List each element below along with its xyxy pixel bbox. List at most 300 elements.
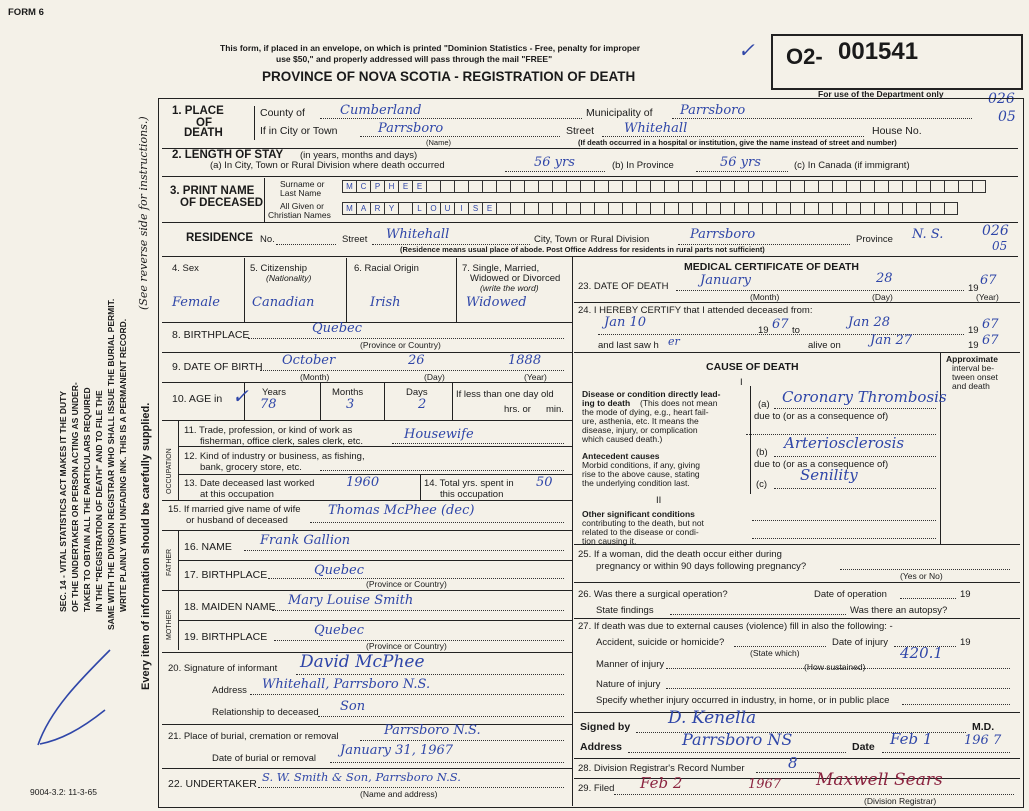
given-name-cell xyxy=(622,202,636,215)
division-record-number: 8 xyxy=(788,754,798,772)
place-label-1: 1. PLACE xyxy=(172,105,224,117)
given-name-cell xyxy=(678,202,692,215)
footer-code: 9004-3.2: 11-3-65 xyxy=(30,787,97,797)
registrar-note: (Division Registrar) xyxy=(864,796,937,806)
alive-on: Jan 27 xyxy=(870,333,913,348)
operation-year-prefix: 19 xyxy=(960,589,971,600)
cause-title: CAUSE OF DEATH xyxy=(706,361,799,373)
direct-cause-2b: (This does not mean xyxy=(640,398,718,408)
given-name-cell xyxy=(790,202,804,215)
supply-note: Every item of information should be carefully supplied. xyxy=(140,402,152,690)
residence-street-label: Street xyxy=(342,234,368,245)
months-value: 3 xyxy=(346,397,355,412)
cause-a: Coronary Thrombosis xyxy=(782,388,947,406)
surname-cell xyxy=(860,180,874,193)
place-label-2: OF xyxy=(196,117,212,129)
roman-two: II xyxy=(656,495,662,506)
attended-from: Jan 10 xyxy=(604,315,647,330)
alive-year-prefix: 19 xyxy=(968,340,979,351)
surname-cell xyxy=(468,180,482,193)
statute-line-4: IN THE "REGISTRATION OF DEATH" AND TO FILE THE xyxy=(94,390,104,612)
burial-date: January 31, 1967 xyxy=(340,743,454,758)
sex-value: Female xyxy=(172,295,220,310)
envelope-note-1: This form, if placed in an envelope, on which is printed "Dominion Statistics - Free, penalty for improper xyxy=(220,43,641,53)
county-value: Cumberland xyxy=(340,103,422,118)
other-conditions-1: Other significant conditions xyxy=(582,509,695,519)
operation-date-label: Date of operation xyxy=(814,589,887,600)
woman-label-1: 25. If a woman, did the death occur either during xyxy=(578,549,782,560)
spouse-label-1: 15. If married give name of wife xyxy=(168,504,301,515)
less-than-day-label: If less than one day old xyxy=(456,389,554,400)
death-day-note: (Day) xyxy=(872,292,893,302)
dob-label: 9. DATE OF BIRTH xyxy=(172,361,263,373)
given-name-cell: M xyxy=(342,202,356,215)
surname-cell xyxy=(776,180,790,193)
burial-place-label: 21. Place of burial, cremation or removal xyxy=(168,731,339,742)
residence-code: 026 xyxy=(982,223,1009,239)
signed-date-year: 196 7 xyxy=(964,733,1002,748)
lastsaw-pronoun: er xyxy=(668,335,680,348)
trade-label-1: 11. Trade, profession, or kind of work as xyxy=(184,425,353,436)
given-label-1: All Given or xyxy=(280,201,324,211)
given-name-cell xyxy=(902,202,916,215)
surname-cell xyxy=(454,180,468,193)
undertaker-label: 22. UNDERTAKER xyxy=(168,778,257,790)
total-label-2: this occupation xyxy=(440,489,504,500)
surname-cell xyxy=(524,180,538,193)
street-label: Street xyxy=(566,125,595,137)
residence-street: Whitehall xyxy=(386,227,450,242)
dept-use-label: For use of the Department only xyxy=(818,89,944,99)
how-sustained-note: (How sustained) xyxy=(804,662,866,672)
given-name-cell xyxy=(762,202,776,215)
mother-birthplace: Quebec xyxy=(314,623,365,638)
surname-cell xyxy=(678,180,692,193)
division-record-label: 28. Division Registrar's Record Number xyxy=(578,763,745,774)
medical-title: MEDICAL CERTIFICATE OF DEATH xyxy=(684,261,859,273)
surname-cell xyxy=(496,180,510,193)
injury-year-prefix: 19 xyxy=(960,637,971,648)
signed-date-label: Date xyxy=(852,741,875,753)
worked-label-2: at this occupation xyxy=(200,489,274,500)
surname-cell xyxy=(944,180,958,193)
statute-line-5: SAME WITH THE DIVISION REGISTRAR WHO SHALL ISSUE THE BURIAL PERMIT. xyxy=(106,298,116,630)
injury-date-label: Date of injury xyxy=(832,637,888,648)
marital-label-2: Widowed or Divorced xyxy=(470,273,561,284)
to-year-prefix: 19 xyxy=(968,325,979,336)
mother-maiden: Mary Louise Smith xyxy=(288,593,414,608)
residence-city-label: City, Town or Rural Division xyxy=(534,234,650,245)
interval-label-1: Approximate xyxy=(946,354,998,364)
street-value: Whitehall xyxy=(624,121,688,136)
surname-label-2: Last Name xyxy=(280,188,322,198)
dob-month-note: (Month) xyxy=(300,372,330,382)
other-conditions-2: contributing to the death, but not xyxy=(582,518,704,528)
given-name-cell xyxy=(804,202,818,215)
father-birthplace-label: 17. BIRTHPLACE xyxy=(184,569,268,581)
surname-cell xyxy=(720,180,734,193)
municipality-label: Municipality of xyxy=(586,107,653,119)
city-label: If in City or Town xyxy=(260,125,338,137)
direct-cause-5: disease, injury, or complication xyxy=(582,425,698,435)
given-name-cell: U xyxy=(440,202,454,215)
mother-birthplace-label: 19. BIRTHPLACE xyxy=(184,631,268,643)
death-date-label: 23. DATE OF DEATH xyxy=(578,281,669,292)
surname-cell xyxy=(916,180,930,193)
surname-cell xyxy=(552,180,566,193)
informant-address: Whitehall, Parrsboro N.S. xyxy=(262,677,431,692)
residence-label: RESIDENCE xyxy=(186,232,254,244)
given-name-cell: Y xyxy=(384,202,398,215)
given-name-cell xyxy=(566,202,580,215)
antecedent-3: rise to the above cause, stating xyxy=(582,469,700,479)
stay-c-label: (c) In Canada (if immigrant) xyxy=(794,160,910,171)
md-label: M.D. xyxy=(972,721,995,733)
father-name: Frank Gallion xyxy=(260,533,351,548)
given-name-cell xyxy=(664,202,678,215)
filed-date: Feb 2 xyxy=(640,774,683,792)
surname-cell xyxy=(972,180,986,193)
certify-label: 24. I HEREBY CERTIFY that I attended deceased from: xyxy=(578,305,813,316)
spouse-value: Thomas McPhee (dec) xyxy=(328,503,475,518)
physician-address-label: Address xyxy=(580,741,623,753)
manner-code: 420.1 xyxy=(900,644,943,662)
citizenship-note: (Nationality) xyxy=(266,273,312,283)
surname-cell xyxy=(664,180,678,193)
other-conditions-4: tion causing it. xyxy=(582,536,637,546)
death-year-prefix: 19 xyxy=(968,283,979,294)
specify-label: Specify whether injury occurred in industry, in home, or in public place xyxy=(596,695,890,706)
given-name-cell xyxy=(874,202,888,215)
reg-prefix: O2- xyxy=(786,44,823,69)
marital-label-3: (write the word) xyxy=(480,283,539,293)
surname-cell: E xyxy=(412,180,426,193)
attended-to-year: 67 xyxy=(982,317,999,332)
marital-label-1: 7. Single, Married, xyxy=(462,263,540,274)
signed-by-label: Signed by xyxy=(580,721,631,733)
father-birthplace: Quebec xyxy=(314,563,365,578)
given-name-cell: S xyxy=(468,202,482,215)
surname-label-1: Surname or xyxy=(280,179,325,189)
due-to-a: due to (or as a consequence of) xyxy=(754,411,889,422)
total-value: 50 xyxy=(536,475,553,490)
stay-note: (in years, months and days) xyxy=(300,150,418,161)
antecedent-4: the underlying condition last. xyxy=(582,478,690,488)
death-month-note: (Month) xyxy=(750,292,780,302)
given-name-cell xyxy=(734,202,748,215)
surname-cell xyxy=(958,180,972,193)
birthplace-label: 8. BIRTHPLACE xyxy=(172,329,250,341)
antecedent-1: Antecedent causes xyxy=(582,451,660,461)
dob-day-note: (Day) xyxy=(424,372,445,382)
mother-maiden-label: 18. MAIDEN NAME xyxy=(184,601,276,613)
county-label: County of xyxy=(260,107,305,119)
given-name-cell: O xyxy=(426,202,440,215)
surname-cell xyxy=(790,180,804,193)
citizenship-label: 5. Citizenship xyxy=(250,263,308,274)
alive-label: alive on xyxy=(808,340,841,351)
spouse-label-2: or husband of deceased xyxy=(186,515,288,526)
stay-b-label: (b) In Province xyxy=(612,160,674,171)
interval-label-2: interval be- xyxy=(952,363,995,373)
interval-label-4: and death xyxy=(952,381,990,391)
given-name-cell xyxy=(846,202,860,215)
from-year-prefix: 19 xyxy=(758,325,769,336)
worked-value: 1960 xyxy=(346,475,380,490)
informant-address-label: Address xyxy=(212,685,247,696)
total-label-1: 14. Total yrs. spent in xyxy=(424,478,514,489)
registrar-signature: Maxwell Sears xyxy=(816,770,943,790)
attended-to: Jan 28 xyxy=(848,315,891,330)
given-name-cell xyxy=(538,202,552,215)
surname-cell xyxy=(650,180,664,193)
surname-cell xyxy=(692,180,706,193)
woman-label-2: pregnancy or within 90 days following pregnancy? xyxy=(596,561,807,572)
given-name-cell xyxy=(692,202,706,215)
birthplace-note: (Province or Country) xyxy=(360,340,441,350)
statute-line-2: OF THE UNDERTAKER OR PERSON ACTING AS UNDER- xyxy=(70,382,80,612)
mother-birthplace-note: (Province or Country) xyxy=(366,641,447,651)
residence-province: N. S. xyxy=(912,227,944,242)
surname-cell xyxy=(888,180,902,193)
autopsy-label: Was there an autopsy? xyxy=(850,605,948,616)
dept-code-1: 026 xyxy=(988,91,1015,107)
manner-label: Manner of injury xyxy=(596,659,665,670)
surname-cell xyxy=(832,180,846,193)
place-label-3: DEATH xyxy=(184,127,223,139)
birthplace-value: Quebec xyxy=(312,321,363,336)
alive-year: 67 xyxy=(982,333,999,348)
signed-date: Feb 1 xyxy=(890,730,933,748)
given-name-cell xyxy=(748,202,762,215)
accident-label: Accident, suicide or homicide? xyxy=(596,637,725,648)
dob-day: 26 xyxy=(408,353,425,368)
days-label: Days xyxy=(406,387,428,398)
due-to-b: due to (or as a consequence of) xyxy=(754,459,889,470)
age-label: 10. AGE in xyxy=(172,393,223,405)
surname-cell xyxy=(622,180,636,193)
surname-cell xyxy=(706,180,720,193)
surname-cell xyxy=(482,180,496,193)
statute-line-6: WRITE PLAINLY WITH UNFADING INK. THIS IS A PERMANENT RECORD. xyxy=(118,318,128,612)
min-label: min. xyxy=(546,404,564,415)
residence-province-label: Province xyxy=(856,234,893,245)
name-label-2: OF DECEASED xyxy=(180,197,264,209)
signed-by-value: D. Kenella xyxy=(668,708,757,728)
given-name-cell xyxy=(832,202,846,215)
cause-b-label: (b) xyxy=(756,447,768,458)
trade-value: Housewife xyxy=(404,427,474,442)
surname-cell: C xyxy=(356,180,370,193)
given-name-cell xyxy=(930,202,944,215)
lastsaw-label: and last saw h xyxy=(598,340,659,351)
house-label: House No. xyxy=(872,125,922,137)
dob-year-note: (Year) xyxy=(524,372,547,382)
father-birthplace-note: (Province or Country) xyxy=(366,579,447,589)
direct-cause-3: the mode of dying, e.g., heart fail- xyxy=(582,407,709,417)
given-name-cell xyxy=(706,202,720,215)
occupation-side-label: OCCUPATION xyxy=(166,448,173,494)
trade-label-2: fisherman, office clerk, sales clerk, etc. xyxy=(200,436,363,447)
years-label: Years xyxy=(262,387,286,398)
reg-number: 001541 xyxy=(838,38,919,65)
surname-cell xyxy=(510,180,524,193)
envelope-note-2: use $50," and properly addressed will pass through the mail "FREE" xyxy=(276,54,553,64)
interval-label-3: tween onset xyxy=(952,372,998,382)
to-label: to xyxy=(792,325,800,336)
surname-cell xyxy=(734,180,748,193)
state-findings-label: State findings xyxy=(596,605,654,616)
death-day: 28 xyxy=(876,271,893,286)
filed-label: 29. Filed xyxy=(578,783,615,794)
surname-cell: H xyxy=(384,180,398,193)
undertaker-note: (Name and address) xyxy=(360,789,438,799)
given-name-cell xyxy=(496,202,510,215)
surname-cell: E xyxy=(398,180,412,193)
sex-label: 4. Sex xyxy=(172,263,199,274)
age-check-mark: ✓ xyxy=(232,384,249,408)
worked-label-1: 13. Date deceased last worked xyxy=(184,478,315,489)
hospital-note: (If death occurred in a hospital or institution, give the name instead of street and number) xyxy=(578,138,897,147)
relationship-label: Relationship to deceased xyxy=(212,707,319,718)
racial-value: Irish xyxy=(370,295,401,310)
given-name-cell: E xyxy=(482,202,496,215)
industry-label-1: 12. Kind of industry or business, as fishing, xyxy=(184,451,365,462)
surname-cell xyxy=(874,180,888,193)
dob-month: October xyxy=(282,353,336,368)
days-value: 2 xyxy=(418,397,427,412)
father-name-label: 16. NAME xyxy=(184,541,232,553)
external-causes-label: 27. If death was due to external causes (violence) fill in also the following: - xyxy=(578,621,893,632)
hrs-label: hrs. or xyxy=(504,404,531,415)
dob-year: 1888 xyxy=(508,353,542,368)
handwritten-flourish xyxy=(20,640,130,750)
given-name-cell xyxy=(650,202,664,215)
roman-one: I xyxy=(740,377,743,388)
nature-label: Nature of injury xyxy=(596,679,661,690)
given-name-cell xyxy=(720,202,734,215)
years-value: 78 xyxy=(260,397,277,412)
surname-cell xyxy=(636,180,650,193)
given-name-cell xyxy=(776,202,790,215)
residence-note: (Residence means usual place of abode. Post Office Address for residents in rural parts not sufficient) xyxy=(400,245,765,254)
residence-city: Parrsboro xyxy=(690,227,756,242)
surname-cell xyxy=(440,180,454,193)
given-cells xyxy=(342,202,958,215)
given-name-cell xyxy=(608,202,622,215)
direct-cause-4: ure, asthenia, etc. It means the xyxy=(582,416,699,426)
informant-signature: David McPhee xyxy=(300,652,425,672)
informant-sig-label: 20. Signature of informant xyxy=(168,663,278,674)
dept-code-2: 05 xyxy=(998,109,1016,125)
death-year-note: (Year) xyxy=(976,292,999,302)
yes-no-note: (Yes or No) xyxy=(900,571,943,581)
given-name-cell xyxy=(580,202,594,215)
death-month: January xyxy=(700,273,752,288)
death-year: 67 xyxy=(980,273,997,288)
direct-cause-1: Disease or condition directly lead- xyxy=(582,389,721,399)
surname-cell: M xyxy=(342,180,356,193)
given-name-cell: A xyxy=(356,202,370,215)
city-name-note: (Name) xyxy=(426,138,452,147)
given-label-2: Christian Names xyxy=(268,210,331,220)
father-side-label: FATHER xyxy=(166,548,173,576)
stay-a-value: 56 yrs xyxy=(534,155,575,170)
surname-cell xyxy=(846,180,860,193)
given-name-cell xyxy=(916,202,930,215)
given-name-cell xyxy=(398,202,412,215)
reverse-note: (See reverse side for instructions.) xyxy=(137,116,150,310)
marital-value: Widowed xyxy=(466,295,527,310)
antecedent-2: Morbid conditions, if any, giving xyxy=(582,460,700,470)
stay-a-label: (a) In City, Town or Rural Division where death occurred xyxy=(210,160,445,171)
surname-cell xyxy=(902,180,916,193)
burial-place: Parrsboro N.S. xyxy=(384,723,481,738)
statute-line-3: TAKER TO OBTAIN ALL THE PARTICULARS REQUIRED xyxy=(82,387,92,612)
stay-label: 2. LENGTH OF STAY xyxy=(172,149,284,161)
surname-cell xyxy=(594,180,608,193)
attended-from-year: 67 xyxy=(772,317,789,332)
surname-cell xyxy=(538,180,552,193)
physician-address: Parrsboro NS xyxy=(682,730,793,749)
residence-no-label: No. xyxy=(260,234,275,245)
surname-cell xyxy=(608,180,622,193)
burial-date-label: Date of burial or removal xyxy=(212,753,317,764)
direct-cause-2: ing to death xyxy=(582,398,631,408)
given-name-cell xyxy=(860,202,874,215)
mother-side-label: MOTHER xyxy=(166,609,173,640)
name-label-1: 3. PRINT NAME xyxy=(170,185,255,197)
filed-year: 1967 xyxy=(748,777,782,792)
racial-label: 6. Racial Origin xyxy=(354,263,419,274)
stay-b-value: 56 yrs xyxy=(720,155,761,170)
given-name-cell: I xyxy=(454,202,468,215)
surname-cell xyxy=(580,180,594,193)
surgical-label: 26. Was there a surgical operation? xyxy=(578,589,728,600)
residence-code-2: 05 xyxy=(992,239,1008,253)
state-which-note: (State which) xyxy=(750,648,800,658)
check-mark: ✓ xyxy=(738,38,755,62)
given-name-cell xyxy=(594,202,608,215)
cause-c-label: (c) xyxy=(756,479,768,490)
cause-b: Arteriosclerosis xyxy=(784,434,905,452)
surname-cells xyxy=(342,180,986,193)
given-name-cell xyxy=(636,202,650,215)
undertaker-value: S. W. Smith & Son, Parrsboro N.S. xyxy=(262,770,461,784)
cause-a-label: (a) xyxy=(758,399,770,410)
other-conditions-3: related to the disease or condi- xyxy=(582,527,699,537)
surname-cell xyxy=(762,180,776,193)
given-name-cell xyxy=(818,202,832,215)
given-name-cell xyxy=(944,202,958,215)
industry-label-2: bank, grocery store, etc. xyxy=(200,462,302,473)
surname-cell xyxy=(804,180,818,193)
surname-cell: P xyxy=(370,180,384,193)
surname-cell xyxy=(818,180,832,193)
given-name-cell xyxy=(510,202,524,215)
statute-line-1: SEC. 14 - VITAL STATISTICS ACT MAKES IT THE DUTY xyxy=(58,390,68,612)
form-title: PROVINCE OF NOVA SCOTIA - REGISTRATION OF DEATH xyxy=(262,69,636,84)
city-value: Parrsboro xyxy=(378,121,444,136)
citizenship-value: Canadian xyxy=(252,295,315,310)
given-name-cell xyxy=(888,202,902,215)
direct-cause-6: which caused death.) xyxy=(582,434,663,444)
given-name-cell xyxy=(524,202,538,215)
given-name-cell xyxy=(552,202,566,215)
surname-cell xyxy=(566,180,580,193)
given-name-cell: R xyxy=(370,202,384,215)
surname-cell xyxy=(930,180,944,193)
